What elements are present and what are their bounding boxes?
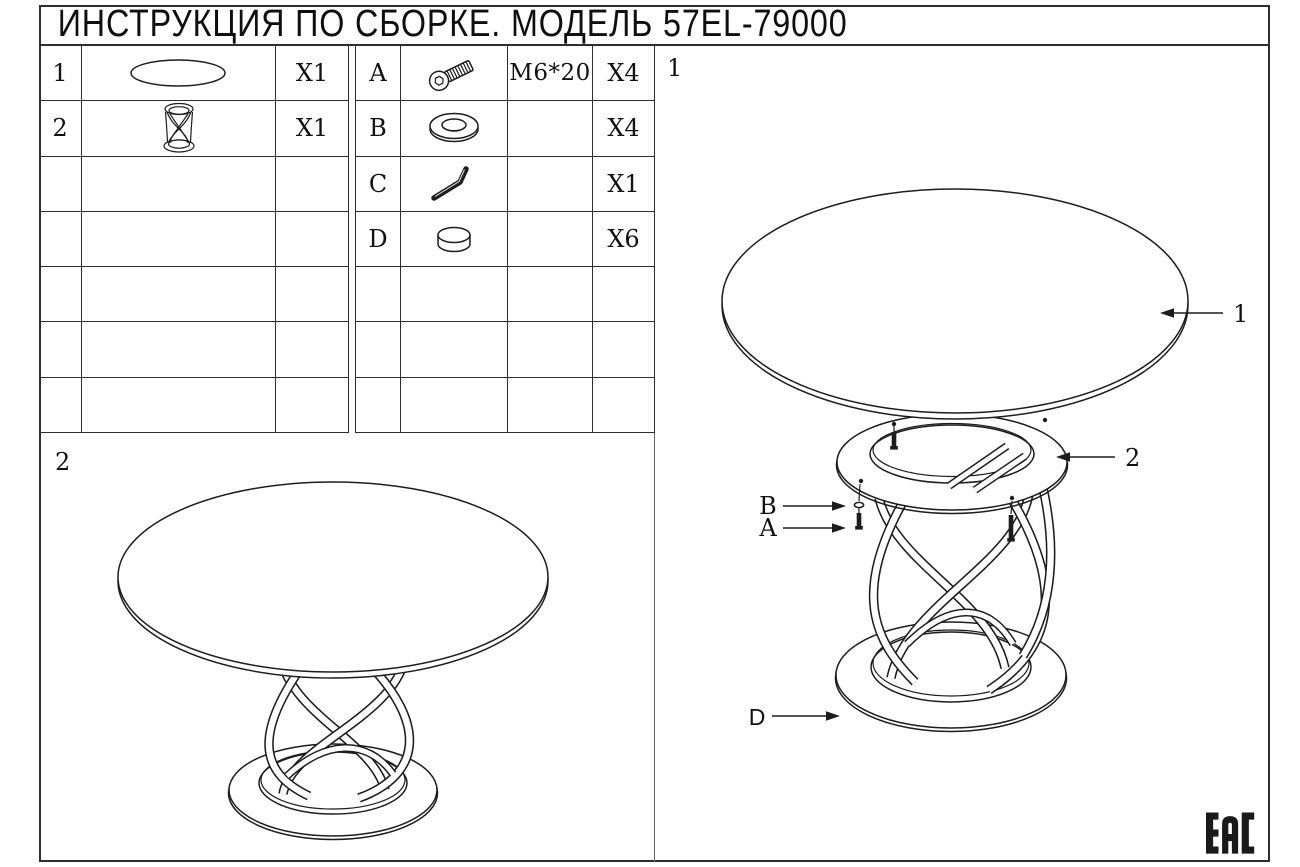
hardware-id-cell: D <box>356 212 401 267</box>
empty-cell <box>356 322 401 377</box>
empty-cell <box>82 267 276 322</box>
empty-cell <box>593 378 655 433</box>
empty-cell <box>276 157 349 212</box>
part-number-cell: 2 <box>39 101 82 156</box>
step2-label: 2 <box>55 448 71 476</box>
parts-table <box>39 46 349 433</box>
tabletop <box>722 189 1188 419</box>
hardware-id-cell: A <box>356 46 401 101</box>
hardware-qty-cell: X4 <box>593 101 655 156</box>
screw-hole-dot <box>1043 418 1047 422</box>
allen-key-icon <box>428 164 480 204</box>
hardware-spec-cell <box>508 101 593 156</box>
empty-cell <box>39 267 82 322</box>
empty-cell <box>39 157 82 212</box>
callout-pad <box>749 704 840 730</box>
pedestal-base-icon <box>157 102 201 154</box>
hardware-id-cell: B <box>356 101 401 156</box>
empty-cell <box>82 157 276 212</box>
empty-cell <box>276 212 349 267</box>
bolt-icon <box>425 52 483 94</box>
part-qty-cell: X1 <box>276 46 349 101</box>
pedestal-legs <box>873 488 1050 690</box>
hardware-qty-cell: X4 <box>593 46 655 101</box>
washer-icon <box>426 111 482 145</box>
empty-cell <box>508 378 593 433</box>
callout-ring-label: 2 <box>1125 444 1141 472</box>
title-bar <box>39 5 1270 46</box>
step1-label: 1 <box>667 54 683 82</box>
pedestal-legs <box>269 658 410 798</box>
tabletop <box>118 482 548 678</box>
hardware-spec-cell: M6*20 <box>508 46 593 101</box>
part-image-cell <box>82 101 276 156</box>
empty-cell <box>593 267 655 322</box>
tabletop-icon <box>126 56 231 90</box>
empty-cell <box>276 267 349 322</box>
empty-cell <box>356 267 401 322</box>
empty-cell <box>593 322 655 377</box>
hardware-id-cell: C <box>356 157 401 212</box>
callout-ring <box>1056 444 1140 472</box>
empty-cell <box>82 322 276 377</box>
hardware-spec-cell <box>508 157 593 212</box>
step2-diagram <box>41 446 654 860</box>
hardware-image-cell <box>401 46 508 101</box>
empty-cell <box>356 378 401 433</box>
empty-cell <box>39 322 82 377</box>
part-number-cell: 1 <box>39 46 82 101</box>
empty-cell <box>276 322 349 377</box>
empty-cell <box>82 378 276 433</box>
callout-bolt-label: A <box>759 514 777 542</box>
hardware-image-cell <box>401 157 508 212</box>
callout-bolt <box>758 514 846 542</box>
empty-cell <box>401 322 508 377</box>
empty-cell <box>401 267 508 322</box>
part-image-cell <box>82 46 276 101</box>
empty-cell <box>39 212 82 267</box>
callout-tabletop-label: 1 <box>1233 300 1249 328</box>
part-qty-cell: X1 <box>276 101 349 156</box>
step1-diagram <box>655 46 1269 862</box>
empty-cell <box>82 212 276 267</box>
callout-pad-label: D <box>748 704 766 730</box>
empty-cell <box>508 267 593 322</box>
empty-cell <box>39 378 82 433</box>
empty-cell <box>401 378 508 433</box>
hardware-qty-cell: X1 <box>593 157 655 212</box>
eac-mark <box>1206 810 1256 857</box>
empty-cell <box>508 322 593 377</box>
floor-pad-icon <box>431 223 477 255</box>
hardware-table <box>355 46 655 433</box>
callout-washer-label: B <box>759 492 777 520</box>
hardware-spec-cell <box>508 212 593 267</box>
screw-hole-dot <box>859 479 863 483</box>
hardware-image-cell <box>401 212 508 267</box>
hardware-image-cell <box>401 101 508 156</box>
empty-cell <box>276 378 349 433</box>
mounting-ring <box>837 414 1067 510</box>
page-title: ИНСТРУКЦИЯ ПО СБОРКЕ. МОДЕЛЬ 57EL-79000 <box>57 5 848 45</box>
hardware-qty-cell: X6 <box>593 212 655 267</box>
